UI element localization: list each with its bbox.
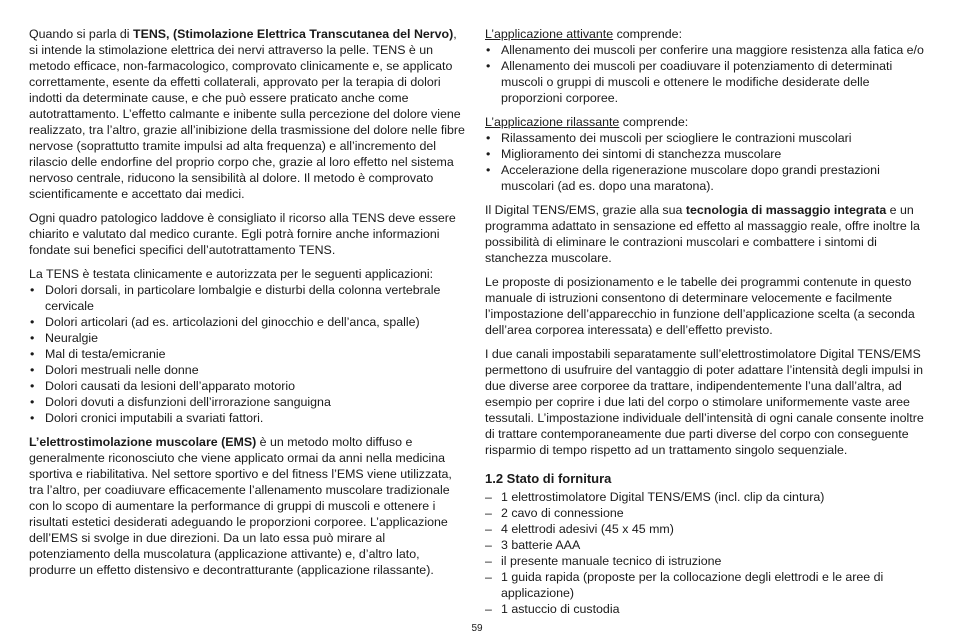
supply-list xyxy=(485,489,925,617)
tens-intro-paragraph xyxy=(29,26,467,202)
page-number: 59 xyxy=(471,623,483,634)
list-item: – 4 elettrodi adesivi (45 x 45 mm) xyxy=(485,521,925,537)
list-item: • Dolori causati da lesioni dell’apparato motorio xyxy=(29,378,467,394)
list-item: • Dolori dovuti a disfunzioni dell’irrorazione sanguigna xyxy=(29,394,467,410)
ems-term: L’elettrostimolazione muscolare (EMS) xyxy=(29,435,257,449)
list-item: – 2 cavo di connessione xyxy=(485,505,925,521)
left-column xyxy=(29,26,467,586)
list-item: • Dolori mestruali nelle donne xyxy=(29,362,467,378)
text: e un programma adattato in sensazione ed effetto al massaggio reale, offre inoltre la possibilità di eliminare le contrazioni muscolari e combattere i sintomi di stanchezza muscolare. xyxy=(485,203,920,265)
activating-label: L’applicazione attivante xyxy=(485,27,614,41)
right-column xyxy=(485,26,925,625)
list-item: • Rilassamento dei muscoli per sciogliere le contrazioni muscolari xyxy=(485,130,925,146)
relaxing-heading xyxy=(485,114,925,130)
list-item: • Allenamento dei muscoli per coadiuvare il potenziamento di determinati muscoli o gruppi di muscoli e ottenere le modifiche desiderate delle proporzioni corporee. xyxy=(485,58,925,106)
list-item: – il presente manuale tecnico di istruzione xyxy=(485,553,925,569)
relaxing-label: L’applicazione rilassante xyxy=(485,115,620,129)
text: è un metodo molto diffuso e generalmente riconosciuto che viene applicato ormai da anni nella medicina sportiva e riabilitativa. Nel settore sportivo e del fitness l’EMS viene utilizzata, tra l’altro, per coadiuvare efficacemente l’allenamento muscolare tradizionale con lo scopo di aumentare la performance di gruppi di muscoli e ottenere i risultati estetici desiderati adeguando le proporzioni corporee. L’applicazione dell’EMS si svolge in due direzioni. Da un lato essa può mirare al potenziamento della muscolatura (applicazione attivante) e, d’altro lato, produrre un effetto distensivo e decontratturante (applicazione rilassante). xyxy=(29,435,452,577)
ems-paragraph xyxy=(29,434,467,578)
massage-term: tecnologia di massaggio integrata xyxy=(685,203,887,217)
section-title: 1.2 Stato di fornitura xyxy=(485,471,612,486)
channels-paragraph: I due canali impostabili separatamente sull’elettrostimolatore Digital TENS/EMS permettono di usufruire del vantaggio di poter adattare l’intensità degli impulsi in due diverse aree corporee da trattare, indipendentemente l’una dall’altra, ad esempio per coprire i due lati del corpo o stimolare uniformemente vaste aree tessutali. L’impostazione individuale dell’intensità di ogni canale consente inoltre di trattare contemporaneamente due parti diverse del corpo con conseguente risparmio di tempo rispetto ad un trattamento singolo sequenziale. xyxy=(485,347,924,457)
list-item: – 1 astuccio di custodia xyxy=(485,601,925,617)
list-item: • Dolori dorsali, in particolare lombalgie e disturbi della colonna vertebrale cervicale xyxy=(29,282,467,314)
list-item: – 3 batterie AAA xyxy=(485,537,925,553)
activating-heading xyxy=(485,26,925,42)
list-item: • Mal di testa/emicranie xyxy=(29,346,467,362)
text: , si intende la stimolazione elettrica dei nervi attraverso la pelle. TENS è un metodo efficace, non-farmacologico, comprovato clinicamente e, se applicato correttamente, esente da effetti collaterali, approvato per la terapia di dolori indotti da determinate cause, e che può essere praticato anche come autotrattamento. L’effetto calmante e inibente sulla percezione del dolore viene realizzato, tra l’altro, grazie all’inibizione della trasmissione del dolore nelle fibre nervose (soprattutto tramite impulsi ad alta frequenza) e all’incremento del rilascio delle endorfine del proprio corpo che, grazie al loro effetto nel sistema nervoso centrale, riducono la sensibilità al dolore. Il metodo è comprovato scientificamente e accettato dai medici. xyxy=(29,27,465,201)
list-item: • Dolori cronici imputabili a svariati fattori. xyxy=(29,410,467,426)
list-item: • Dolori articolari (ad es. articolazioni del ginocchio e dell’anca, spalle) xyxy=(29,314,467,330)
positions-paragraph: Le proposte di posizionamento e le tabelle dei programmi contenute in questo manuale di istruzioni consentono di determinare velocemente e facilmente l’impostazione dell’apparecchio in funzione dell’applicazione scelta (a seconda dell’area corporea interessata) e dell’effetto previsto. xyxy=(485,275,915,337)
list-item: • Allenamento dei muscoli per conferire una maggiore resistenza alla fatica e/o xyxy=(485,42,925,58)
doctor-paragraph: Ogni quadro patologico laddove è consigliato il ricorso alla TENS deve essere chiarito e valutato dal medico curante. Egli potrà fornire anche informazioni fondate sui benefici specifici dell’autotrattamento TENS. xyxy=(29,211,456,257)
text: comprende: xyxy=(619,115,689,129)
list-item: • Accelerazione della rigenerazione muscolare dopo grandi prestazioni muscolari (ad es. dopo una maratona). xyxy=(485,162,925,194)
list-item: • Miglioramento dei sintomi di stanchezza muscolare xyxy=(485,146,925,162)
applications-intro: La TENS è testata clinicamente e autorizzata per le seguenti applicazioni: xyxy=(29,267,434,281)
text: comprende: xyxy=(613,27,683,41)
list-item: – 1 elettrostimolatore Digital TENS/EMS (incl. clip da cintura) xyxy=(485,489,925,505)
tens-term: TENS, (Stimolazione Elettrica Transcutanea del Nervo) xyxy=(133,27,454,41)
text: Il Digital TENS/EMS, grazie alla sua xyxy=(485,203,686,217)
relaxing-list xyxy=(485,130,925,194)
list-item: – 1 guida rapida (proposte per la collocazione degli elettrodi e le aree di applicazione) xyxy=(485,569,925,601)
list-item: • Neuralgie xyxy=(29,330,467,346)
massage-paragraph xyxy=(485,202,925,266)
text: Quando si parla di xyxy=(29,27,134,41)
applications-list xyxy=(29,282,467,426)
activating-list xyxy=(485,42,925,106)
